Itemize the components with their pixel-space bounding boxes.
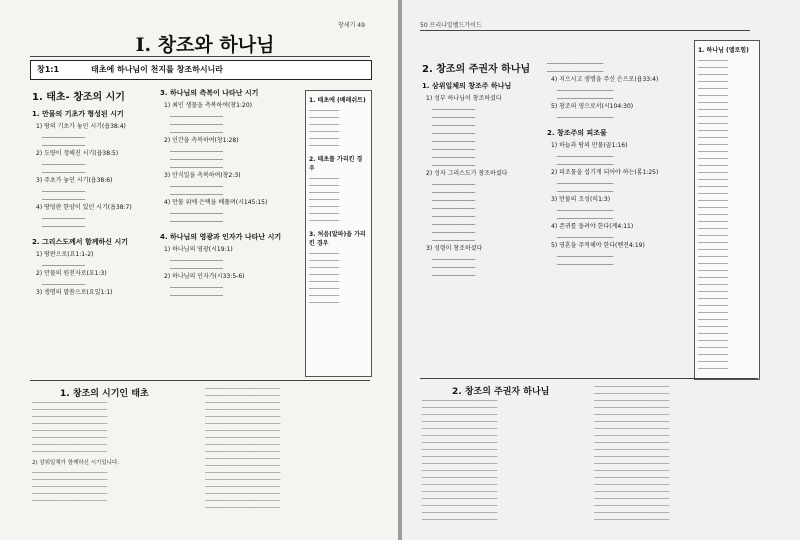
list-item: 2) 하나님의 인자가(시33:5-6): [164, 273, 245, 280]
outline-column-2: [160, 88, 300, 378]
filler-lines: ───────────────── ─────────────────: [557, 154, 614, 168]
outline-column-1: [32, 88, 152, 378]
verse-text: 태초에 하나님이 천지를 창조하시니라: [91, 65, 224, 74]
commentary-column-1: ───────────────────────── ───────────────────────── ───────────────────────── ───────────────────────── ───────────────────────── ───────────────────────── ───────────────────────── ───────────────────────── 2) 삼위일체가 함께하신 시기입니다. ───────────────────────── ───────────────────────── ───────────────────────── ───────────────────────── ─────────────────────────: [32, 400, 197, 532]
filler-lines: ───────────── ─────────────: [42, 189, 86, 203]
list-item: 2) 인간을 측복하여(창1:28): [164, 137, 239, 144]
filler-lines: ─────────────: [42, 282, 86, 288]
list-item: 2) 만물의 원천자로(요1:3): [36, 270, 107, 277]
list-item: 3) 안식일을 측복하여(창2:3): [164, 172, 241, 179]
list-item: 3) 성령이 창조하셨다: [426, 245, 483, 252]
right-folio: 50 프리나일벨드가이드: [420, 22, 482, 29]
chapter-title: I. 창조와 하나님: [135, 34, 275, 56]
filler-lines: ──────────────── ──────────────── ────────────────: [170, 114, 223, 136]
filler-lines: ───────────── ─────────────: [42, 216, 86, 230]
commentary-title: 1. 창조의 시기인 태초: [60, 389, 149, 399]
side-note-heading: 1. 하나님 (엘로힘): [698, 47, 749, 54]
verse-reference: 창1:1: [37, 65, 60, 74]
outline-heading: 2. 창조의 주권자 하나님: [422, 64, 531, 75]
filler-lines: ──────────────── ────────────────: [170, 258, 223, 272]
section-heading: 2. 창조주의 피조물: [547, 129, 607, 137]
top-rule: [420, 30, 750, 31]
section-heading: 3. 하나님의 측복이 나타난 시기: [160, 89, 259, 97]
filler-lines: ───────────── ───────────── ─────────────: [432, 257, 476, 279]
section-heading: 1. 삼위일체의 창조주 하나님: [422, 82, 512, 90]
list-item: 3) 생명의 말씀으로(요일1:1): [36, 289, 113, 296]
filler-lines: ──────────────── ────────────────: [170, 184, 223, 198]
side-note-body: ────────── ────────── ────────── ────────── ────────── ────────── ────────── ────────── ────────── ────────── ────────── ────────── ────────── ────────── ────────── ────────── ────────── ────────── ────────── ────────── ────────── ────────── ────────── ────────── ────────── ────────── ────────── ────────── ────────── ────────── ────────── ────────── ────────── ────────── ────────── ────────── ────────── ────────── ────────── ────────── ────────── ────────── ────────── ────────── ──────────: [698, 58, 729, 372]
filler-lines: ───────────────── ─────────────────: [557, 88, 614, 102]
list-item: 3) 주초가 놓인 시기(욥38:6): [36, 177, 113, 184]
filler-lines: ───────────── ─────────────: [42, 162, 86, 176]
list-item: 4) 만물 위에 은택을 베풀며(시145:15): [164, 199, 268, 206]
section-heading: 1. 만물의 기초가 형성된 시기: [32, 110, 124, 118]
filler-lines: ───────────── ───────────── ───────────── ───────────── ───────────── ───────────── ───────────── ─────────────: [432, 182, 476, 244]
list-item: 5) 창조의 영으로서(시104:30): [551, 103, 634, 110]
list-item: 4) 존귀를 돌려야 한다(계4:11): [551, 223, 634, 230]
left-page: [0, 0, 398, 540]
list-item: 2) 성자 그리스도가 창조하셨다: [426, 170, 508, 177]
list-item: 2) 도량이 정해진 시기(욥38:5): [36, 150, 119, 157]
outline-column-2: [547, 60, 685, 380]
verse-bar: [30, 60, 372, 80]
filler-lines: ───────────────── ─────────────────: [547, 61, 604, 75]
title-rule: [30, 56, 370, 57]
list-item: 4) 땅덩판 한양이 있던 시기(욥38:7): [36, 204, 132, 211]
side-note-heading: 3. 처음(알파)을 가리킨 경우: [309, 231, 366, 247]
side-note-heading: 1. 태초에 (베레쉬트): [309, 97, 366, 104]
list-item: 1) 성부 하나님이 창조하셨다: [426, 95, 502, 102]
filler-lines: ──────────────── ──────────────── ────────────────: [170, 149, 223, 171]
commentary-title: 2. 창조의 주권자 하나님: [452, 387, 550, 397]
side-note-body: ────────── ────────── ────────── ────────── ────────── ────────── ────────── ──────────: [309, 251, 340, 306]
section-heading: 2. 그리스도께서 함께하신 시기: [32, 238, 128, 246]
commentary-rule: [420, 378, 758, 379]
side-note-body: ────────── ────────── ────────── ────────── ────────── ──────────: [309, 108, 340, 149]
commentary-subheading: 2) 삼위일체가 함께하신 시기입니다.: [32, 460, 120, 466]
side-note-box: [305, 90, 372, 377]
list-item: 1) 하늘과 땅의 만물(골1:16): [551, 142, 628, 149]
filler-lines: ─────────────: [42, 263, 86, 269]
list-item: 1) 최인 생물을 측복하여(창1:20): [164, 102, 252, 109]
filler-lines: ─────────────────: [557, 115, 614, 121]
filler-lines: ───────────────── ─────────────────: [557, 254, 614, 268]
filler-lines: ───────────── ─────────────: [42, 135, 86, 149]
side-note-box: [694, 40, 760, 380]
commentary-rule: [30, 380, 370, 381]
filler-lines: ───────────────── ─────────────────: [557, 181, 614, 195]
right-page: [402, 0, 800, 540]
filler-lines: ───────────── ───────────── ───────────── ───────────── ───────────── ───────────── ───────────── ─────────────: [432, 107, 476, 169]
outline-heading: 1. 태초- 창조의 시기: [32, 92, 125, 103]
filler-lines: ───────────────── ─────────────────: [557, 208, 614, 222]
side-note-heading: 2. 태초를 가리킨 경우: [309, 156, 363, 172]
side-note-body: ────────── ────────── ────────── ────────── ────────── ────────── ──────────: [309, 176, 340, 224]
commentary-column-2: ───────────────────────── ───────────────────────── ───────────────────────── ───────────────────────── ───────────────────────── ───────────────────────── ───────────────────────── ───────────────────────── ───────────────────────── ───────────────────────── ───────────────────────── ───────────────────────── ───────────────────────── ───────────────────────── ───────────────────────── ───────────────────────── ───────────────────────── ───────────────────────── ───────────────────────── ─────────────────────────: [594, 384, 670, 523]
outline-column-1: [422, 60, 540, 380]
list-item: 4) 지으시고 생명을 주신 은으로(욥33:4): [551, 76, 659, 83]
list-item: 1) 땅의 기초가 놓인 시기(욥38:4): [36, 123, 126, 130]
list-item: 2) 피조물을 섭기게 되어야 하는(롬1:25): [551, 169, 659, 176]
list-item: 5) 영혼을 주적해야 한다(벧전4:19): [551, 242, 645, 249]
filler-lines: ─────────────────: [557, 235, 614, 241]
left-folio: 창세기 49: [338, 22, 365, 29]
filler-lines: ──────────────── ────────────────: [170, 285, 223, 299]
list-item: 3) 만물의 조성(히1:3): [551, 196, 611, 203]
list-item: 1) 하나님의 영광(시19:1): [164, 246, 233, 253]
section-heading: 4. 하나님의 영광과 인자가 나타난 시기: [160, 233, 282, 241]
filler-lines: ──────────────── ────────────────: [170, 211, 223, 225]
commentary-column-1: ───────────────────────── ───────────────────────── ───────────────────────── ───────────────────────── ───────────────────────── ───────────────────────── ───────────────────────── ───────────────────────── ───────────────────────── ───────────────────────── ───────────────────────── ───────────────────────── ───────────────────────── ───────────────────────── ───────────────────────── ───────────────────────── ───────────────────────── ─────────────────────────: [422, 398, 498, 523]
list-item: 1) 땅판으로(요1:1-2): [36, 251, 94, 258]
commentary-column-2: ───────────────────────── ───────────────────────── ───────────────────────── ───────────────────────── ───────────────────────── ───────────────────────── ───────────────────────── ───────────────────────── ───────────────────────── ───────────────────────── ───────────────────────── ───────────────────────── ───────────────────────── ───────────────────────── ───────────────────────── ───────────────────────── ───────────────────────── ─────────────────────────: [205, 386, 281, 511]
